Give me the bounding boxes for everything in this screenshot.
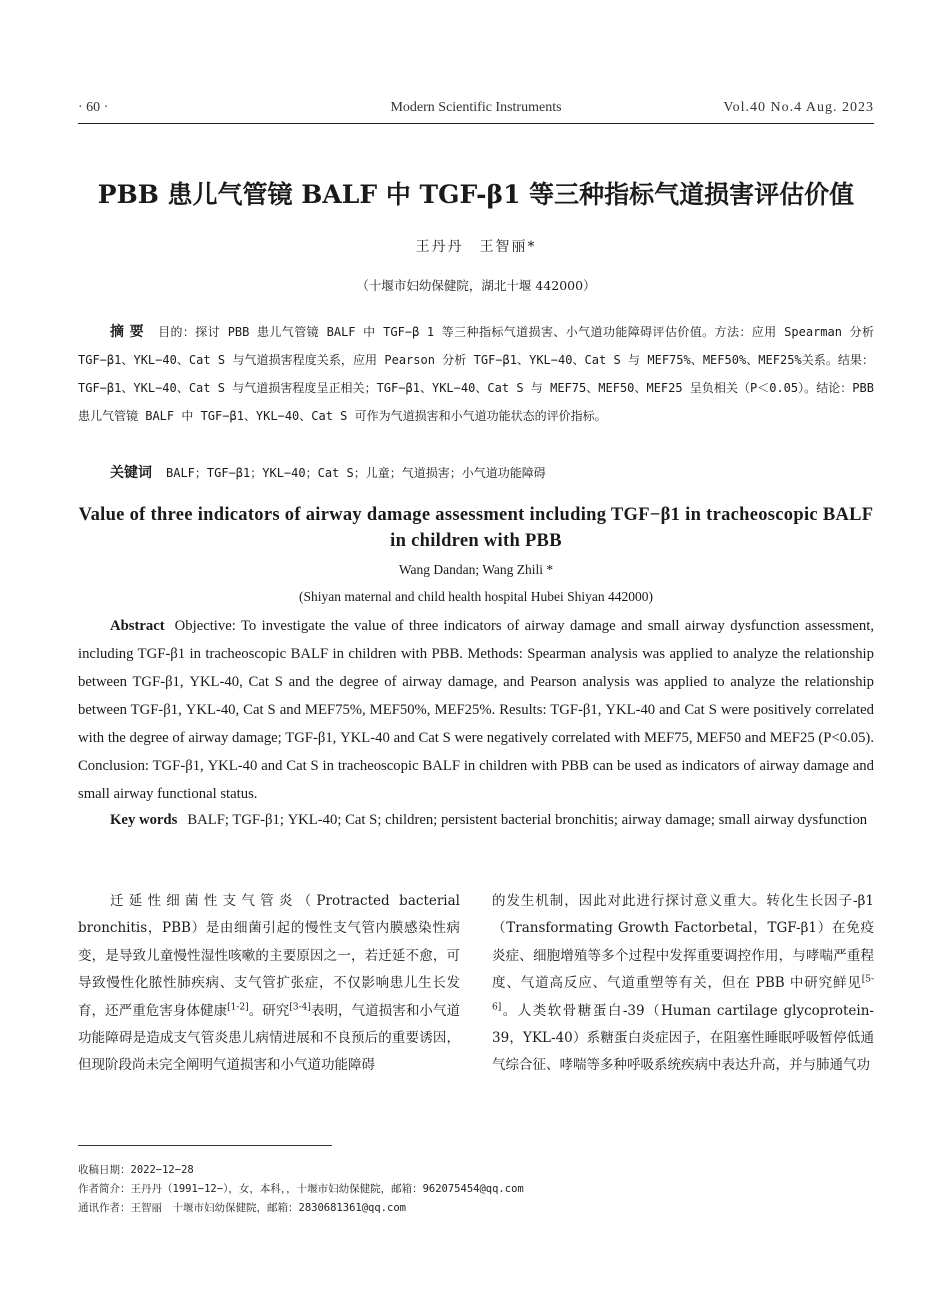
footnotes [78, 1161, 874, 1218]
keywords-en [78, 806, 874, 834]
journal-name: Modern Scientific Instruments [390, 100, 562, 115]
footnote-corresponding: 通讯作者：王智丽 十堰市妇幼保健院，邮箱：2830681361@qq.com [78, 1202, 406, 1214]
body-right-text-a: 的发生机制，因此对此进行探讨意义重大。转化生长因子-β1（Transformating Growth Factorbetal，TGF-β1）在免疫炎症、细胞增殖等多个过程中发挥重要调控作用，与哮喘严重程度、气道高反应、气道重塑等有关，但在 PBB 中研究鲜见 [492, 893, 874, 992]
abstract-cn [78, 318, 874, 430]
paper-title-cn: PBB 患儿气管镜 BALF 中 TGF-β1 等三种指标气道损害评估价值 [97, 180, 855, 209]
header-rule [78, 123, 874, 124]
footnote-received: 收稿日期：2022−12−28 [78, 1164, 194, 1176]
body-left-text-a: 迁延性细菌性支气管炎（Protracted bacterial bronchitis，PBB）是由细菌引起的慢性支气管内膜感染性病变，是导致儿童慢性湿性咳嗽的主要原因之一，若迁延不愈，可导致慢性化脓性肺疾病、支气管扩张症，不仅影响患儿生长发育，还严重危害身体健康 [78, 893, 460, 1019]
authors-en: Wang Dandan; Wang Zhili * [398, 562, 554, 577]
citation-5-6: [5-6] [492, 974, 874, 1013]
running-header [78, 100, 874, 120]
footnote-author-bio: 作者简介：王丹丹（1991−12−），女，本科，，十堰市妇幼保健院，邮箱：962075454@qq.com [78, 1183, 524, 1195]
citation-1-2: [1-2] [227, 1002, 249, 1013]
page-number: · 60 · [78, 100, 109, 115]
keywords-cn-label: 关键词 [110, 465, 152, 481]
body-column-right [492, 888, 874, 1080]
keywords-en-label: Key words [110, 812, 178, 828]
keywords-cn [78, 460, 874, 486]
abstract-en [78, 612, 874, 808]
footnote-rule [78, 1145, 332, 1146]
abstract-en-text: Objective: To investigate the value of three indicators of airway damage and small airway dysfunction assessment, including TGF-β1 in tracheoscopic BALF in children with PBB. Methods: Spearman analysis was applied to analyze the relationship between TGF-β1, YKL-40, Cat S and the degree of airway damage, and Pearson analysis was applied to analyze the relationship between TGF-β1, YKL-40, Cat S and MEF75%, MEF50%, MEF25%. Results: TGF-β1, YKL-40 and Cat S were positively correlated with the degree of airway damage; TGF-β1, YKL-40 and Cat S were negatively correlated with MEF75, MEF50 and MEF25 (P<0.05). Conclusion: TGF-β1, YKL-40 and Cat S in tracheoscopic BALF in children with PBB can be used as indicators of airway damage and small airway functional status. [78, 618, 874, 802]
citation-3-4: [3-4] [289, 1002, 311, 1013]
authors-cn: 王丹丹 王智丽* [415, 239, 537, 255]
body-left-text-c: 表明，气道损害和小气道功能障碍是造成支气管炎患儿病情进展和不良预后的重要诱因，但现阶段尚未完全阐明气道损害和小气道功能障碍 [78, 1002, 461, 1074]
keywords-cn-text: BALF；TGF−β1；YKL−40；Cat S；儿童；气道损害；小气道功能障碍 [166, 466, 546, 480]
issue-info: Vol.40 No.4 Aug. 2023 [723, 100, 874, 115]
paper-title-en: Value of three indicators of airway damage assessment including TGF−β1 in tracheoscopic BALF in children with PBB [78, 505, 874, 551]
abstract-cn-text: 目的：探讨 PBB 患儿气管镜 BALF 中 TGF−β 1 等三种指标气道损害、小气道功能障碍评估价值。方法：应用 Spearman 分析 TGF−β1、YKL−40、Cat S 与气道损害程度关系，应用 Pearson 分析 TGF−β1、YKL−40、Cat S 与 MEF75%、MEF50%、MEF25%关系。结果：TGF−β1、YKL−40、Cat S 与气道损害程度呈正相关；TGF−β1、YKL−40、Cat S 与 MEF75、MEF50、MEF25 呈负相关（P＜0.05）。结论：PBB 患儿气管镜 BALF 中 TGF−β1、YKL−40、Cat S 可作为气道损害和小气道功能状态的评价指标。 [78, 325, 874, 423]
keywords-en-text: BALF; TGF-β1; YKL-40; Cat S; children; persistent bacterial bronchitis; airway damage; small airway dysfunction [187, 812, 868, 828]
body-column-left [78, 888, 460, 1080]
body-left-text-b: 。研究 [248, 1002, 290, 1019]
body-right-text-b: 。人类软骨糖蛋白-39（Human cartilage glycoprotein-39，YKL-40）系糖蛋白炎症因子，在阻塞性睡眠呼吸暂停低通气综合征、哮喘等多种呼吸系统疾病中表达升高，并与肺通气功 [492, 1002, 874, 1074]
affiliation-cn: （十堰市妇幼保健院，湖北十堰 442000） [356, 278, 596, 293]
affiliation-en: (Shiyan maternal and child health hospital Hubei Shiyan 442000) [299, 589, 653, 604]
abstract-en-label: Abstract [110, 618, 165, 634]
abstract-cn-label: 摘 要 [110, 324, 145, 340]
